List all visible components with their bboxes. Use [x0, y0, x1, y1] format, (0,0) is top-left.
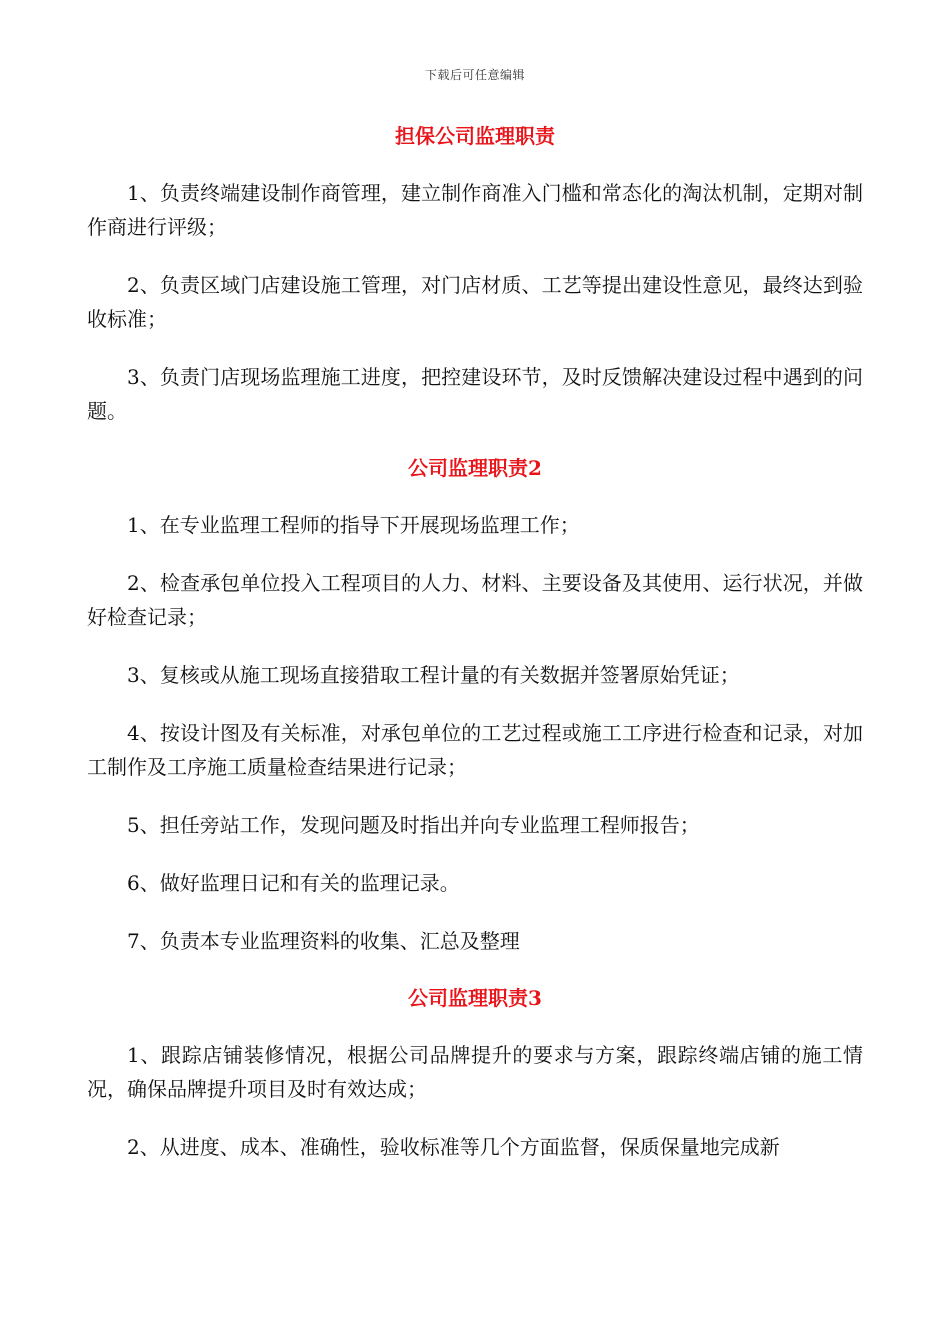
paragraph: 3、复核或从施工现场直接猎取工程计量的有关数据并签署原始凭证；	[127, 663, 740, 687]
section-2	[87, 452, 863, 958]
paragraph: 2、检查承包单位投入工程项目的人力、材料、主要设备及其使用、运行状况，并做好检查记录；	[87, 571, 863, 629]
section-3	[87, 982, 863, 1164]
paragraph: 2、负责区域门店建设施工管理，对门店材质、工艺等提出建设性意见，最终达到验收标准；	[87, 273, 863, 331]
paragraph: 7、负责本专业监理资料的收集、汇总及整理	[127, 929, 520, 953]
paragraph: 1、负责终端建设制作商管理，建立制作商准入门槛和常态化的淘汰机制，定期对制作商进行评级；	[87, 181, 863, 239]
section-1	[87, 120, 863, 428]
paragraph: 6、做好监理日记和有关的监理记录。	[127, 871, 460, 895]
section-title: 公司监理职责3	[408, 986, 542, 1010]
header-note: 下载后可任意编辑	[424, 68, 525, 82]
section-title: 公司监理职责2	[408, 456, 542, 480]
paragraph: 3、负责门店现场监理施工进度，把控建设环节，及时反馈解决建设过程中遇到的问题。	[87, 365, 863, 423]
section-title: 担保公司监理职责	[395, 124, 555, 148]
paragraph: 1、在专业监理工程师的指导下开展现场监理工作；	[127, 513, 580, 537]
paragraph: 2、从进度、成本、准确性，验收标准等几个方面监督，保质保量地完成新	[127, 1135, 780, 1159]
paragraph: 1、跟踪店铺装修情况，根据公司品牌提升的要求与方案，跟踪终端店铺的施工情况，确保品牌提升项目及时有效达成；	[87, 1043, 863, 1101]
paragraph: 5、担任旁站工作，发现问题及时指出并向专业监理工程师报告；	[127, 813, 700, 837]
document-body	[87, 120, 863, 1164]
paragraph: 4、按设计图及有关标准，对承包单位的工艺过程或施工工序进行检查和记录，对加工制作及工序施工质量检查结果进行记录；	[87, 721, 863, 779]
